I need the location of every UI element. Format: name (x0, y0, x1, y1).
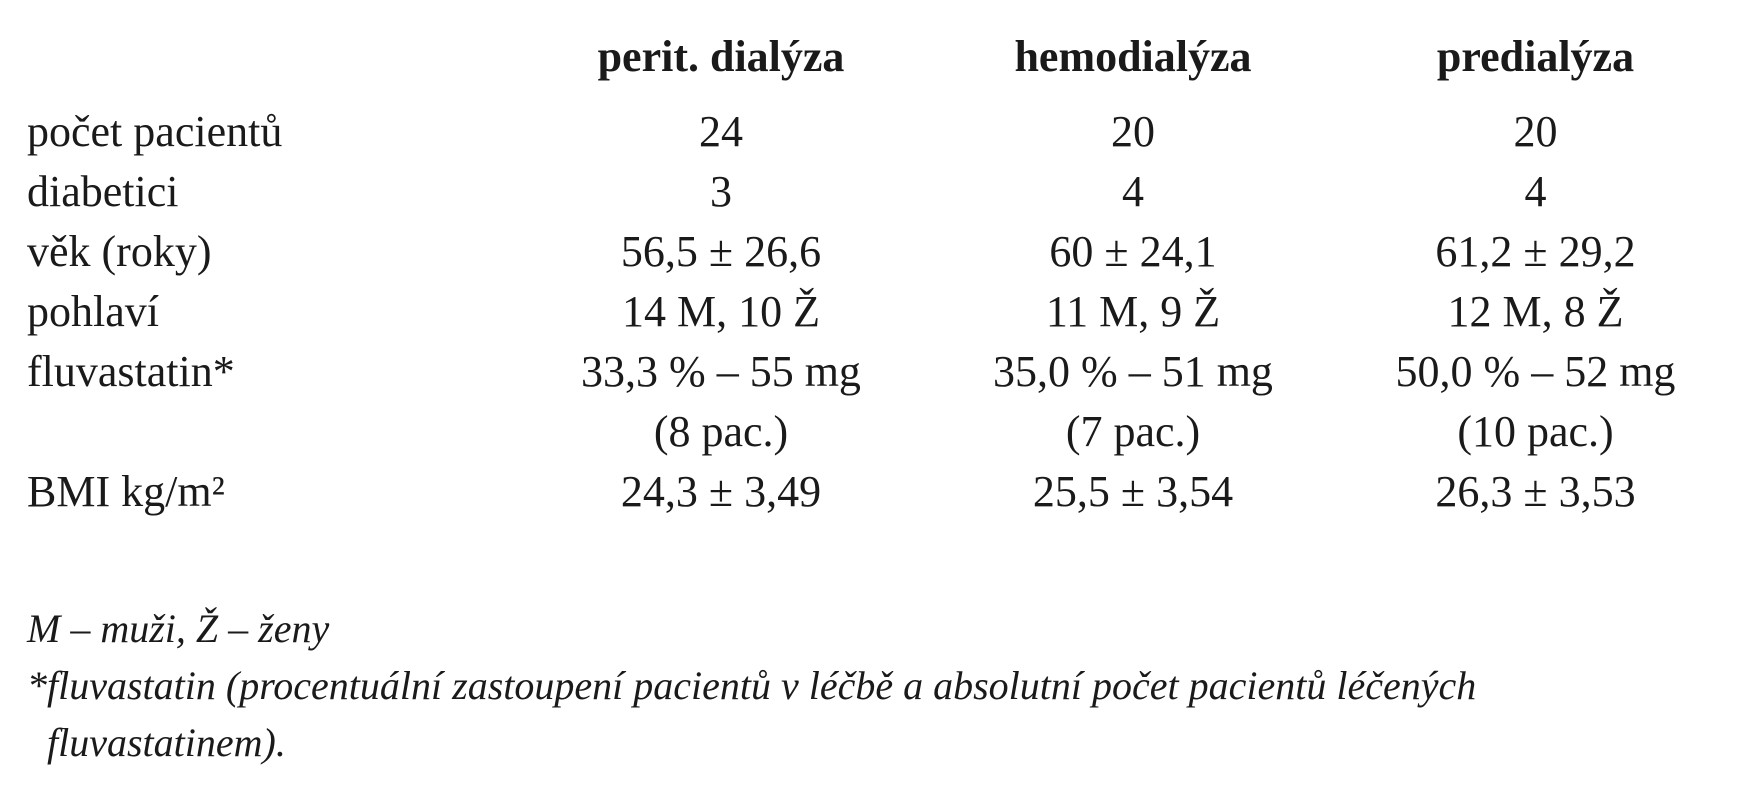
cell-value: 20 (1111, 107, 1155, 156)
header-row (27, 20, 1727, 102)
footnote-abbreviations: M – muži, Ž – ženy (27, 606, 330, 651)
header-perit-dialyza: perit. dialýza (597, 32, 845, 81)
cell-value: 25,5 ± 3,54 (1032, 467, 1234, 516)
cell-value: (8 pac.) (653, 407, 789, 456)
table-row (27, 162, 1727, 222)
header-predialyza: predialýza (1436, 32, 1635, 81)
header-empty-cell (27, 20, 520, 102)
cell-value: 24 (699, 107, 743, 156)
cell-value: 56,5 ± 26,6 (620, 227, 822, 276)
footnote-fluvastatin-continued: fluvastatinem). (47, 720, 286, 765)
cell-value: 4 (1524, 167, 1547, 216)
cell-value: 61,2 ± 29,2 (1435, 227, 1636, 276)
cell-value: 60 ± 24,1 (1049, 227, 1217, 276)
row-label: počet pacientů (27, 107, 283, 156)
cell-value: 12 M, 8 Ž (1447, 287, 1624, 336)
table-row (27, 402, 1727, 462)
cell-value: 50,0 % – 52 mg (1395, 347, 1676, 396)
data-table-container (27, 20, 1727, 522)
cell-value: (10 pac.) (1457, 407, 1614, 456)
cell-value: 4 (1122, 167, 1144, 216)
row-label: BMI kg/m² (27, 467, 225, 516)
row-label: pohlaví (27, 287, 159, 336)
row-label (27, 402, 520, 462)
cell-value: 20 (1513, 107, 1558, 156)
cell-value: 14 M, 10 Ž (622, 287, 820, 336)
row-label: fluvastatin* (27, 347, 235, 396)
footnote-fluvastatin: *fluvastatin (procentuální zastoupení pacientů v léčbě a absolutní počet pacientů léčených (27, 663, 1477, 708)
table-row (27, 102, 1727, 162)
table-row (27, 222, 1727, 282)
cell-value: 11 M, 9 Ž (1045, 287, 1221, 336)
cell-value: 3 (710, 167, 732, 216)
cell-value: 26,3 ± 3,53 (1435, 467, 1636, 516)
cell-value: 24,3 ± 3,49 (620, 467, 822, 516)
table-row (27, 342, 1727, 402)
cell-value: 35,0 % – 51 mg (993, 347, 1273, 396)
row-label: věk (roky) (27, 227, 212, 276)
header-hemodialyza: hemodialýza (1014, 32, 1252, 81)
table-row (27, 462, 1727, 522)
patient-characteristics-table (27, 20, 1727, 522)
table-row (27, 282, 1727, 342)
row-label: diabetici (27, 167, 179, 216)
cell-value: (7 pac.) (1065, 407, 1201, 456)
cell-value: 33,3 % – 55 mg (581, 347, 861, 396)
table-footnotes (27, 600, 1727, 771)
